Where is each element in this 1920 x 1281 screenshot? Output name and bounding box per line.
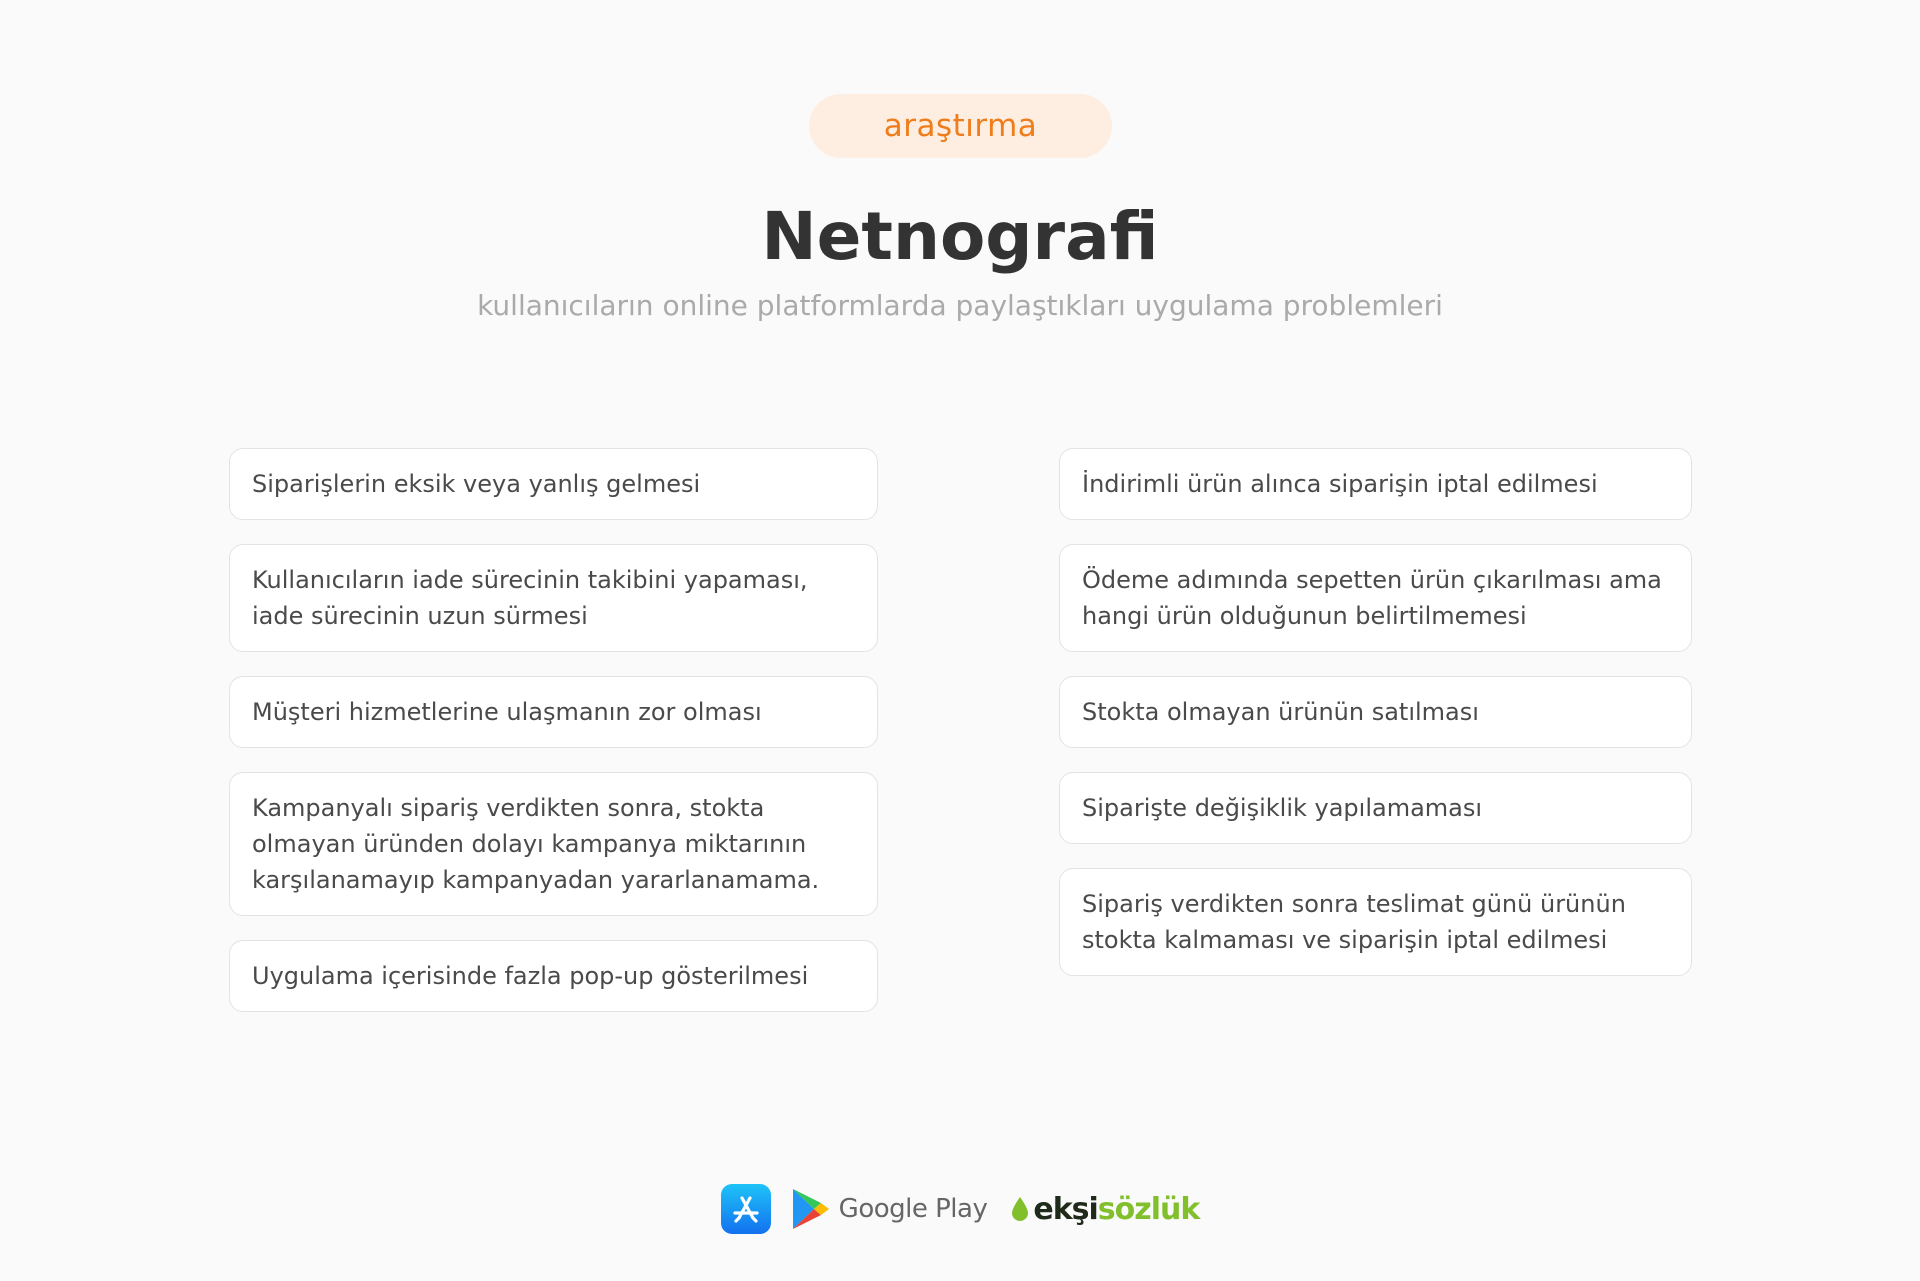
problem-card: Stokta olmayan ürünün satılması — [1059, 676, 1692, 748]
app-store-icon — [721, 1184, 771, 1234]
problem-card: Kullanıcıların iade sürecinin takibini yapaması, iade sürecinin uzun sürmesi — [229, 544, 878, 652]
problem-card: Sipariş verdikten sonra teslimat günü ürünün stokta kalmaması ve siparişin iptal edilmesi — [1059, 868, 1692, 976]
problems-column-right — [1059, 448, 1692, 976]
problem-card: Müşteri hizmetlerine ulaşmanın zor olması — [229, 676, 878, 748]
google-play-logo — [791, 1187, 988, 1231]
page-subtitle: kullanıcıların online platformlarda paylaştıkları uygulama problemleri — [477, 289, 1443, 322]
page-title: Netnografi — [761, 198, 1159, 275]
google-play-icon — [791, 1187, 831, 1231]
eksi-sozluk-drop-icon — [1011, 1196, 1029, 1222]
problem-card: Siparişlerin eksik veya yanlış gelmesi — [229, 448, 878, 520]
google-play-label: Google Play — [838, 1194, 988, 1224]
eksi-wordmark-part1: ekşi — [1033, 1191, 1098, 1227]
problems-column-left — [229, 448, 878, 1012]
problem-card: Ödeme adımında sepetten ürün çıkarılması ama hangi ürün olduğunun belirtilmemesi — [1059, 544, 1692, 652]
problem-card: Uygulama içerisinde fazla pop-up gösterilmesi — [229, 940, 878, 1012]
section-tag: araştırma — [809, 94, 1112, 158]
eksi-wordmark-part2: sözlük — [1097, 1191, 1200, 1227]
problem-card: Siparişte değişiklik yapılamaması — [1059, 772, 1692, 844]
problem-card: İndirimli ürün alınca siparişin iptal edilmesi — [1059, 448, 1692, 520]
eksi-sozluk-wordmark — [1033, 1192, 1199, 1227]
eksi-sozluk-logo — [1011, 1192, 1199, 1227]
source-logos — [0, 1184, 1920, 1234]
problem-card: Kampanyalı sipariş verdikten sonra, stokta olmayan üründen dolayı kampanya miktarının karşılanamayıp kampanyadan yararlanamama. — [229, 772, 878, 916]
